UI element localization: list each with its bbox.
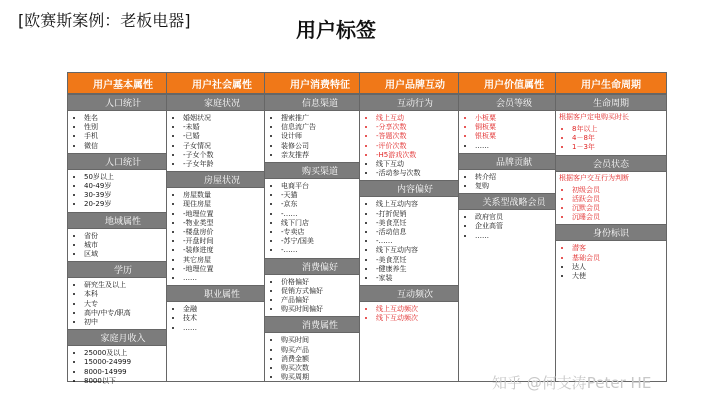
section-header: 身份标识: [556, 224, 666, 241]
tag-item: • -物业类型: [183, 219, 277, 228]
tag-item: • 房屋数量: [183, 191, 277, 200]
tag-item: • 线下门店: [281, 219, 375, 228]
tag-list: [459, 173, 569, 191]
tag-item: • 本科: [84, 290, 178, 299]
tag-item: • 复购: [475, 182, 569, 191]
tag-item: • 现住房屋: [183, 200, 277, 209]
tag-item: • 促销方式偏好: [281, 287, 375, 296]
tag-item: • 技术: [183, 314, 277, 323]
tag-column: [555, 72, 667, 382]
tag-item: • -分享次数: [376, 123, 470, 132]
tag-list: [68, 173, 178, 210]
tag-item: • -子女个数: [183, 151, 277, 160]
tag-item: • 初中: [84, 318, 178, 327]
tag-list: [556, 125, 666, 153]
section-note: 根据客户定电购买时长: [559, 113, 629, 121]
section-header: 地域属性: [68, 212, 178, 229]
section-header: 家庭月收入: [68, 329, 178, 346]
tag-item: • 线下互动: [376, 160, 470, 169]
tag-item: • 沉睡会员: [572, 213, 666, 222]
tag-list: [556, 244, 666, 281]
tag-item: • 1－3年: [572, 143, 666, 152]
tag-item: • -地理位置: [183, 210, 277, 219]
tag-column: [359, 72, 471, 382]
tag-item: • 购买产品: [281, 346, 375, 355]
tag-item: • 设计师: [281, 132, 375, 141]
tag-item: • -楼盘房价: [183, 228, 277, 237]
tag-list: [556, 186, 666, 223]
tag-item: • 金融: [183, 305, 277, 314]
tag-item: • 初级会员: [572, 186, 666, 195]
tag-item: • 购买时间: [281, 336, 375, 345]
tag-list: [459, 213, 569, 241]
tag-list: [167, 114, 277, 169]
tag-item: • 企业高管: [475, 222, 569, 231]
tag-item: • 15000-24999: [84, 358, 178, 367]
tag-item: • 20-29岁: [84, 200, 178, 209]
section-header: 购买渠道: [265, 162, 375, 179]
section-header: 人口统计: [68, 94, 178, 111]
tag-item: • 亲友推荐: [281, 151, 375, 160]
tag-item: • 价格偏好: [281, 278, 375, 287]
tag-item: • 装修公司: [281, 142, 375, 151]
tag-item: • 25000及以上: [84, 349, 178, 358]
tag-item: • 8年以上: [572, 125, 666, 134]
tag-item: • 微信: [84, 142, 178, 151]
tag-item: • 信息流广告: [281, 123, 375, 132]
tag-item: • 研究生及以上: [84, 281, 178, 290]
section-header: 品牌贡献: [459, 153, 569, 170]
tag-item: • 小板粟: [475, 114, 569, 123]
tag-item: • ……: [475, 142, 569, 151]
tag-item: • 电商平台: [281, 182, 375, 191]
section-header: 房屋状况: [167, 171, 277, 188]
tag-item: • 基础会员: [572, 254, 666, 263]
tag-item: • 政府官员: [475, 213, 569, 222]
tag-item: • -美食烹饪: [376, 219, 470, 228]
tag-item: • 8000以下: [84, 377, 178, 386]
section-header: 互动行为: [360, 94, 470, 111]
tag-item: • -……: [281, 246, 375, 255]
tag-item: • 线上互动频次: [376, 305, 470, 314]
tag-item: • 大使: [572, 272, 666, 281]
column-header: 用户生命周期: [556, 73, 666, 94]
tag-item: • 线下互动内容: [376, 246, 470, 255]
tag-item: • -家装: [376, 274, 470, 283]
watermark: 知乎 @何支涛Peter HE: [492, 374, 652, 392]
tag-item: • -开盘时间: [183, 237, 277, 246]
section-header: 家庭状况: [167, 94, 277, 111]
tag-item: • -天猫: [281, 191, 375, 200]
tag-item: • -……: [376, 237, 470, 246]
tag-item: • 消费金额: [281, 355, 375, 364]
tag-item: • 性别: [84, 123, 178, 132]
tag-item: • 铜板粟: [475, 123, 569, 132]
tag-item: • -苏宁/国美: [281, 237, 375, 246]
tag-item: • -H5游戏次数: [376, 151, 470, 160]
tag-list: [360, 114, 470, 178]
column-header: 用户消费特征: [265, 73, 375, 94]
section-header: 内容偏好: [360, 180, 470, 197]
tag-item: • -子女年龄: [183, 160, 277, 169]
tag-item: • 区域: [84, 250, 178, 259]
tag-item: • -专卖店: [281, 228, 375, 237]
tag-item: • 活跃会员: [572, 195, 666, 204]
section-header: 人口统计: [68, 153, 178, 170]
tag-column: [67, 72, 179, 385]
tag-item: • 50岁以上: [84, 173, 178, 182]
tag-item: • -评价次数: [376, 142, 470, 151]
section-header: 消费偏好: [265, 258, 375, 275]
tag-item: • 沉默会员: [572, 204, 666, 213]
tag-item: • 30-39岁: [84, 191, 178, 200]
tag-item: • 城市: [84, 241, 178, 250]
tag-item: • -活动信息: [376, 228, 470, 237]
tag-item: • 线上互动: [376, 114, 470, 123]
tag-item: • 线下互动频次: [376, 314, 470, 323]
tag-list: [167, 191, 277, 283]
column-header: 用户价值属性: [459, 73, 569, 94]
column-header: 用户社会属性: [167, 73, 277, 94]
section-note: 根据客户交互行为判断: [559, 173, 629, 182]
tag-item: • -京东: [281, 200, 375, 209]
tag-item: • -健康养生: [376, 265, 470, 274]
tag-item: • -答题次数: [376, 132, 470, 141]
tag-item: • -装修进度: [183, 246, 277, 255]
tag-item: • 其它房屋: [183, 256, 277, 265]
tag-item: • 子女情况: [183, 142, 277, 151]
tag-item: • 高中/中专/职高: [84, 309, 178, 318]
tag-column: [458, 72, 570, 382]
case-title: [欧赛斯案例：老板电器]: [18, 11, 191, 30]
page-title: 用户标签: [296, 18, 376, 42]
tag-item: • 大专: [84, 300, 178, 309]
tag-item: • 银板粟: [475, 132, 569, 141]
section-header: 信息渠道: [265, 94, 375, 111]
tag-item: • -……: [281, 210, 375, 219]
column-header: 用户基本属性: [68, 73, 178, 94]
section-header: 会员状态: [556, 155, 666, 172]
tag-list: [68, 349, 178, 386]
tag-item: • -美食烹饪: [376, 256, 470, 265]
tag-list: [68, 232, 178, 260]
tag-item: • ……: [183, 324, 277, 333]
tag-list: [68, 281, 178, 327]
tag-column: [166, 72, 278, 382]
tag-item: • 搜索推广: [281, 114, 375, 123]
tag-item: • 产品偏好: [281, 296, 375, 305]
section-header: 关系型战略会员: [459, 193, 569, 210]
tag-list: [68, 114, 178, 151]
tag-item: • -已婚: [183, 132, 277, 141]
tag-item: • 购买时间偏好: [281, 305, 375, 314]
column-header: 用户品牌互动: [360, 73, 470, 94]
tag-item: • 手机: [84, 132, 178, 141]
section-header: 学历: [68, 261, 178, 278]
tag-item: • 姓名: [84, 114, 178, 123]
section-header: 生命周期: [556, 94, 666, 111]
tag-item: • -未婚: [183, 123, 277, 132]
tag-list: [360, 305, 470, 323]
tag-item: • 达人: [572, 263, 666, 272]
section-header: 互动频次: [360, 285, 470, 302]
tag-item: • 省份: [84, 232, 178, 241]
section-header: 会员等级: [459, 94, 569, 111]
tag-item: • 购买周期: [281, 373, 375, 382]
tag-item: • 潜客: [572, 244, 666, 253]
tag-list: [167, 305, 277, 333]
tag-item: • -打折促销: [376, 210, 470, 219]
tag-list: [360, 200, 470, 283]
tag-list: [459, 114, 569, 151]
tag-item: • 8000-14999: [84, 368, 178, 377]
tag-item: • ……: [183, 274, 277, 283]
tag-item: • -地理位置: [183, 265, 277, 274]
tag-item: • -活动参与次数: [376, 169, 470, 178]
tag-item: • 40-49岁: [84, 182, 178, 191]
tag-item: • 4－8年: [572, 134, 666, 143]
tag-item: • ……: [475, 232, 569, 241]
tag-item: • 线上互动内容: [376, 200, 470, 209]
tag-item: • 婚姻状况: [183, 114, 277, 123]
tag-item: • 购买次数: [281, 364, 375, 373]
section-header: 消费属性: [265, 316, 375, 333]
section-header: 职业属性: [167, 285, 277, 302]
tag-item: • 转介绍: [475, 173, 569, 182]
